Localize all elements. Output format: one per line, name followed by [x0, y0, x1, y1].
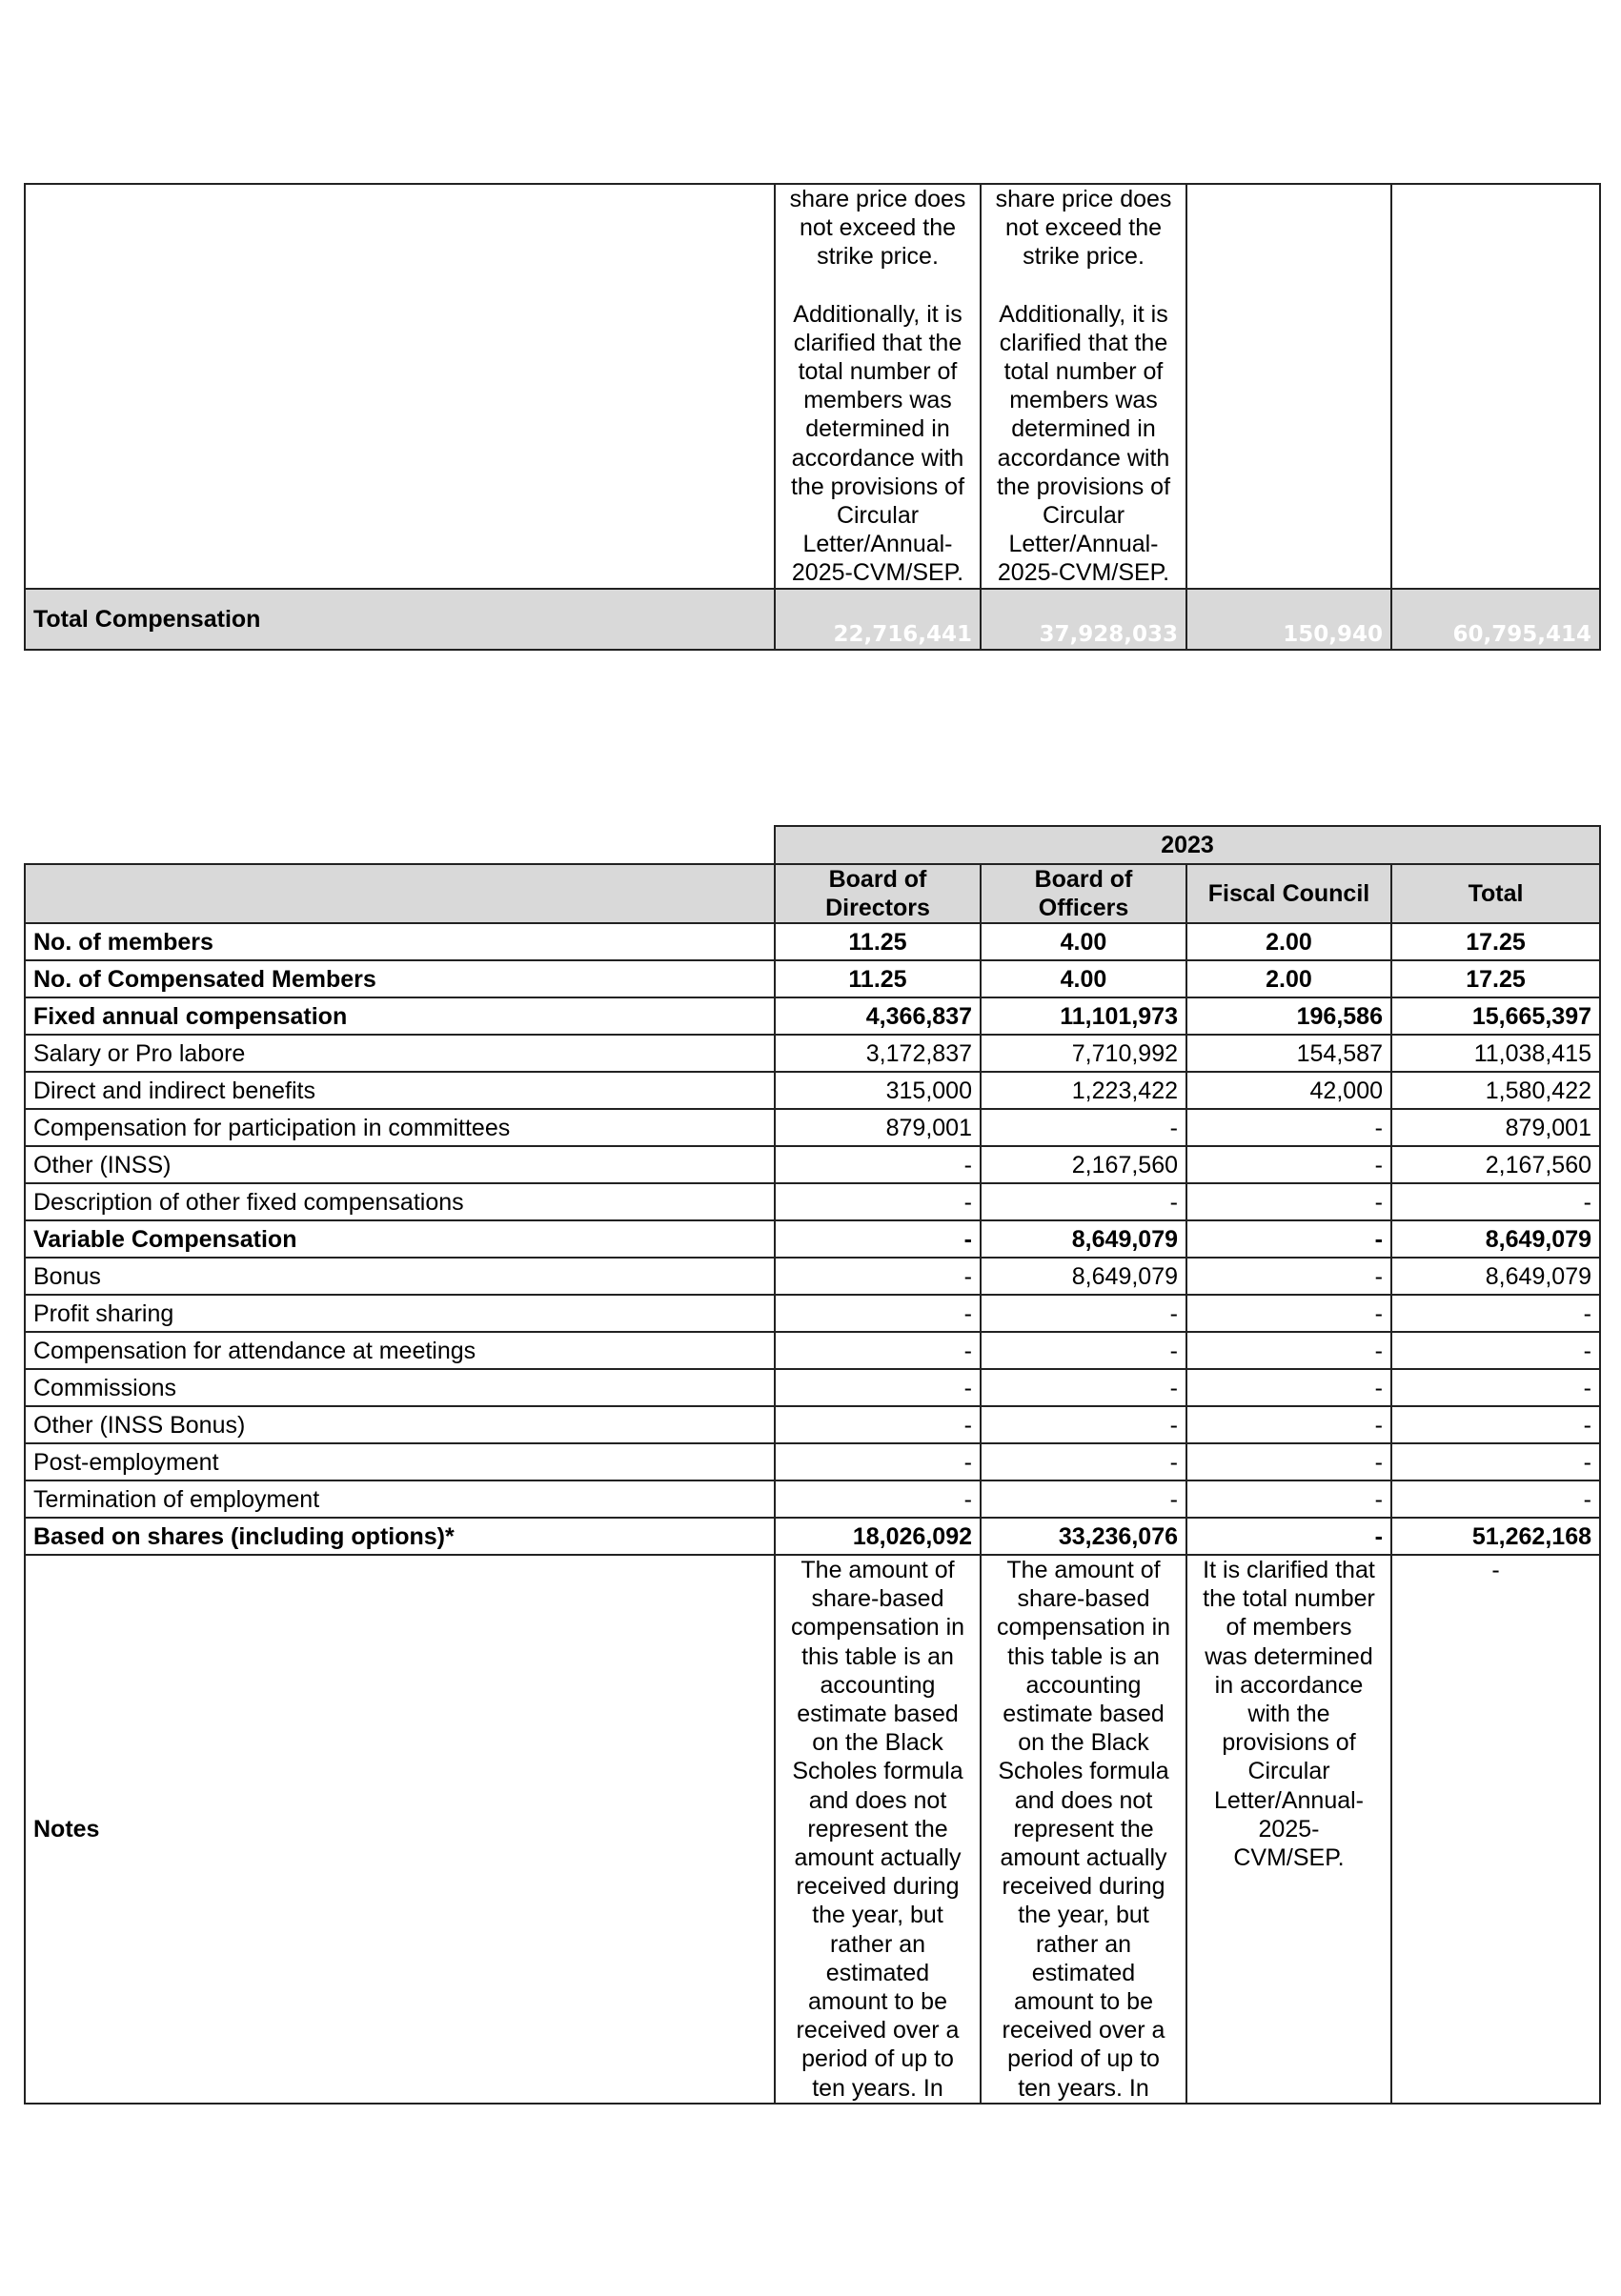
cell-fiscal: - [1186, 1109, 1391, 1146]
notes-total: - [1391, 1555, 1600, 2104]
table-row [25, 1295, 1600, 1332]
note-line: clarified that the [999, 329, 1168, 356]
note-line: this table is an [1007, 1642, 1160, 1670]
note-line: share price does [789, 186, 966, 212]
table-row [25, 1369, 1600, 1406]
cell-total: 15,665,397 [1391, 997, 1600, 1035]
cell-officers: 2,167,560 [981, 1146, 1186, 1183]
note-line: Letter/Annual- [802, 531, 953, 558]
notes-officers [981, 1555, 1186, 2104]
note-line: provisions of [1222, 1729, 1356, 1757]
cell-total: 11,038,415 [1391, 1035, 1600, 1072]
note-line: Circular [836, 502, 920, 530]
cell-directors: - [775, 1332, 981, 1369]
table-row [25, 1146, 1600, 1183]
note-line: estimate based [1003, 1701, 1165, 1728]
note-line: not exceed the [1004, 214, 1162, 242]
note-line: amount actually [1000, 1844, 1167, 1872]
note-line: It is clarified that [1203, 1557, 1375, 1583]
cell-fiscal: 196,586 [1186, 997, 1391, 1035]
row-label: No. of members [25, 923, 775, 960]
note-line: accordance with [997, 444, 1170, 472]
cell-total: 51,262,168 [1391, 1518, 1600, 1555]
note-line: rather an [829, 1930, 926, 1958]
note-line: in accordance [1214, 1671, 1364, 1699]
note-line: total number of [1003, 358, 1164, 386]
cell-fiscal: - [1186, 1258, 1391, 1295]
table-row [25, 1518, 1600, 1555]
cell-total: - [1391, 1183, 1600, 1220]
row-label: Variable Compensation [25, 1220, 775, 1258]
note-line: share-based [811, 1585, 944, 1613]
cell-fiscal: 2.00 [1186, 960, 1391, 997]
total-compensation-directors: 22,716,441 [775, 589, 981, 650]
cell-officers: - [981, 1443, 1186, 1480]
note-line: received during [796, 1873, 960, 1901]
notes-fiscal [1186, 1555, 1391, 2104]
cell-directors: 879,001 [775, 1109, 981, 1146]
cell-fiscal: 2.00 [1186, 923, 1391, 960]
cell-directors: 3,172,837 [775, 1035, 981, 1072]
note-line: with the [1247, 1701, 1330, 1728]
note-line: Circular [1042, 502, 1125, 530]
cell-fiscal: - [1186, 1332, 1391, 1369]
cell-officers: - [981, 1406, 1186, 1443]
notes-continued-label [25, 184, 775, 589]
note-line: share price does [995, 186, 1172, 212]
cell-officers: 11,101,973 [981, 997, 1186, 1035]
cell-officers: - [981, 1332, 1186, 1369]
note-line: determined in [805, 415, 950, 443]
note-line: compensation in [996, 1614, 1171, 1641]
year-header-blank [25, 826, 775, 864]
notes-label: Notes [25, 1555, 775, 2104]
cell-total: - [1391, 1480, 1600, 1518]
table-row [25, 1443, 1600, 1480]
cell-officers: 1,223,422 [981, 1072, 1186, 1109]
table-row [25, 1109, 1600, 1146]
cell-fiscal: - [1186, 1443, 1391, 1480]
note-line: strike price. [1023, 243, 1145, 271]
cell-fiscal: - [1186, 1220, 1391, 1258]
cell-total: 17.25 [1391, 960, 1600, 997]
note-spacer [780, 272, 976, 300]
row-label: Other (INSS Bonus) [25, 1406, 775, 1443]
cell-fiscal: - [1186, 1406, 1391, 1443]
note-line: accounting [1025, 1671, 1142, 1699]
row-label: Compensation for attendance at meetings [25, 1332, 775, 1369]
cell-directors: - [775, 1443, 981, 1480]
note-line: the provisions of [790, 473, 965, 500]
note-line: 2025- [1258, 1815, 1320, 1843]
cell-fiscal: - [1186, 1183, 1391, 1220]
cell-directors: 18,026,092 [775, 1518, 981, 1555]
note-line: rather an [1035, 1930, 1132, 1958]
cell-fiscal: 154,587 [1186, 1035, 1391, 1072]
note-line: represent the [1013, 1815, 1154, 1843]
note-line: total number of [798, 358, 958, 386]
cell-officers: 33,236,076 [981, 1518, 1186, 1555]
cell-directors: 4,366,837 [775, 997, 981, 1035]
note-line: the year, but [1018, 1902, 1149, 1929]
note-line: period of up to [801, 2045, 954, 2073]
cell-total: - [1391, 1406, 1600, 1443]
note-line: was determined [1205, 1642, 1373, 1670]
table-row [25, 923, 1600, 960]
cell-officers: 4.00 [981, 923, 1186, 960]
note-line: the total number [1203, 1585, 1375, 1613]
table-row [25, 1183, 1600, 1220]
cell-officers: - [981, 1480, 1186, 1518]
total-compensation-label: Total Compensation [25, 589, 775, 650]
table-row [25, 1406, 1600, 1443]
row-label: Commissions [25, 1369, 775, 1406]
cell-directors: 315,000 [775, 1072, 981, 1109]
total-compensation-total: 60,795,414 [1391, 589, 1600, 650]
note-line: amount to be [808, 1988, 947, 2016]
column-header-fiscal: Fiscal Council [1186, 864, 1391, 923]
note-line: 2025-CVM/SEP. [791, 559, 964, 587]
cell-total: 8,649,079 [1391, 1220, 1600, 1258]
cell-officers: - [981, 1369, 1186, 1406]
cell-total: - [1391, 1295, 1600, 1332]
cell-directors: - [775, 1258, 981, 1295]
note-line: Scholes formula [998, 1758, 1169, 1785]
notes-continued-officers [981, 184, 1186, 589]
row-label: Based on shares (including options)* [25, 1518, 775, 1555]
cell-total: - [1391, 1332, 1600, 1369]
cell-officers: 8,649,079 [981, 1220, 1186, 1258]
cell-fiscal: 42,000 [1186, 1072, 1391, 1109]
table-row [25, 997, 1600, 1035]
compensation-table-2023 [24, 825, 1601, 2105]
row-label: No. of Compensated Members [25, 960, 775, 997]
row-label: Bonus [25, 1258, 775, 1295]
note-line: of members [1226, 1614, 1352, 1641]
cell-directors: 11.25 [775, 923, 981, 960]
cell-officers: - [981, 1109, 1186, 1146]
total-compensation-row [25, 589, 1600, 650]
cell-officers: - [981, 1183, 1186, 1220]
cell-fiscal: - [1186, 1480, 1391, 1518]
cell-directors: - [775, 1146, 981, 1183]
column-header-total: Total [1391, 864, 1600, 923]
row-label: Post-employment [25, 1443, 775, 1480]
table-row [25, 1480, 1600, 1518]
note-line: compensation in [790, 1614, 965, 1641]
compensation-table-continued [24, 183, 1601, 651]
year-header: 2023 [775, 826, 1600, 864]
note-line: The amount of [800, 1557, 955, 1583]
cell-directors: - [775, 1369, 981, 1406]
note-line: ten years. In [1018, 2074, 1149, 2102]
total-compensation-officers: 37,928,033 [981, 589, 1186, 650]
note-line: on the Black [1018, 1729, 1149, 1757]
table-row [25, 1258, 1600, 1295]
table-row [25, 1332, 1600, 1369]
cell-directors: - [775, 1406, 981, 1443]
table-row [25, 1220, 1600, 1258]
note-line: and does not [808, 1786, 947, 1814]
note-line: period of up to [1007, 2045, 1160, 2073]
year-header-row [25, 826, 1600, 864]
row-label: Direct and indirect benefits [25, 1072, 775, 1109]
note-line: estimate based [797, 1701, 959, 1728]
note-spacer [985, 272, 1182, 300]
note-line: members was [1009, 387, 1158, 414]
row-label: Salary or Pro labore [25, 1035, 775, 1072]
cell-officers: 4.00 [981, 960, 1186, 997]
note-line: received over a [1002, 2017, 1165, 2044]
notes-continued-fiscal [1186, 184, 1391, 589]
note-line: CVM/SEP. [1233, 1844, 1345, 1872]
cell-total: 879,001 [1391, 1109, 1600, 1146]
notes-directors [775, 1555, 981, 2104]
note-line: this table is an [801, 1642, 954, 1670]
note-line: and does not [1014, 1786, 1153, 1814]
note-line: members was [803, 387, 952, 414]
notes-continued-directors [775, 184, 981, 589]
cell-total: - [1391, 1443, 1600, 1480]
cell-directors: - [775, 1295, 981, 1332]
note-line: the provisions of [996, 473, 1171, 500]
note-line: the year, but [812, 1902, 943, 1929]
cell-fiscal: - [1186, 1369, 1391, 1406]
note-line: ten years. In [812, 2074, 943, 2102]
cell-total: 8,649,079 [1391, 1258, 1600, 1295]
column-header-blank [25, 864, 775, 923]
note-line: accounting [820, 1671, 936, 1699]
note-line: Letter/Annual- [1213, 1786, 1365, 1814]
row-label: Other (INSS) [25, 1146, 775, 1183]
column-header-row [25, 864, 1600, 923]
note-line: amount actually [794, 1844, 962, 1872]
cell-officers: 7,710,992 [981, 1035, 1186, 1072]
cell-total: 1,580,422 [1391, 1072, 1600, 1109]
note-line: The amount of [1006, 1557, 1161, 1583]
row-label: Termination of employment [25, 1480, 775, 1518]
cell-officers: - [981, 1295, 1186, 1332]
note-line: 2025-CVM/SEP. [997, 559, 1170, 587]
note-line: Additionally, it is [793, 300, 962, 328]
cell-total: - [1391, 1369, 1600, 1406]
notes-continued-row [25, 184, 1600, 589]
note-line: received during [1002, 1873, 1165, 1901]
note-line: share-based [1017, 1585, 1150, 1613]
note-line: received over a [796, 2017, 960, 2044]
column-header-officers: Board of Officers [981, 864, 1186, 923]
total-compensation-fiscal: 150,940 [1186, 589, 1391, 650]
cell-fiscal: - [1186, 1295, 1391, 1332]
notes-continued-total [1391, 184, 1600, 589]
notes-row [25, 1555, 1600, 2104]
note-line: amount to be [1014, 1988, 1153, 2016]
note-line: determined in [1011, 415, 1156, 443]
table-row [25, 1072, 1600, 1109]
cell-directors: - [775, 1220, 981, 1258]
cell-directors: - [775, 1183, 981, 1220]
column-header-directors: Board of Directors [775, 864, 981, 923]
row-label: Description of other fixed compensations [25, 1183, 775, 1220]
cell-directors: - [775, 1480, 981, 1518]
cell-officers: 8,649,079 [981, 1258, 1186, 1295]
row-label: Profit sharing [25, 1295, 775, 1332]
note-line: on the Black [812, 1729, 943, 1757]
cell-total: 2,167,560 [1391, 1146, 1600, 1183]
table-row [25, 960, 1600, 997]
note-line: clarified that the [793, 329, 962, 356]
note-line: Circular [1247, 1758, 1330, 1785]
row-label: Compensation for participation in committees [25, 1109, 775, 1146]
cell-fiscal: - [1186, 1146, 1391, 1183]
cell-fiscal: - [1186, 1518, 1391, 1555]
note-line: accordance with [791, 444, 964, 472]
table-row [25, 1035, 1600, 1072]
cell-directors: 11.25 [775, 960, 981, 997]
note-line: Additionally, it is [999, 300, 1168, 328]
note-line: strike price. [817, 243, 939, 271]
note-line: represent the [807, 1815, 948, 1843]
note-line: estimated [1031, 1959, 1136, 1986]
note-line: not exceed the [799, 214, 956, 242]
cell-total: 17.25 [1391, 923, 1600, 960]
note-line: Letter/Annual- [1008, 531, 1159, 558]
row-label: Fixed annual compensation [25, 997, 775, 1035]
note-line: estimated [825, 1959, 930, 1986]
note-line: Scholes formula [792, 1758, 963, 1785]
